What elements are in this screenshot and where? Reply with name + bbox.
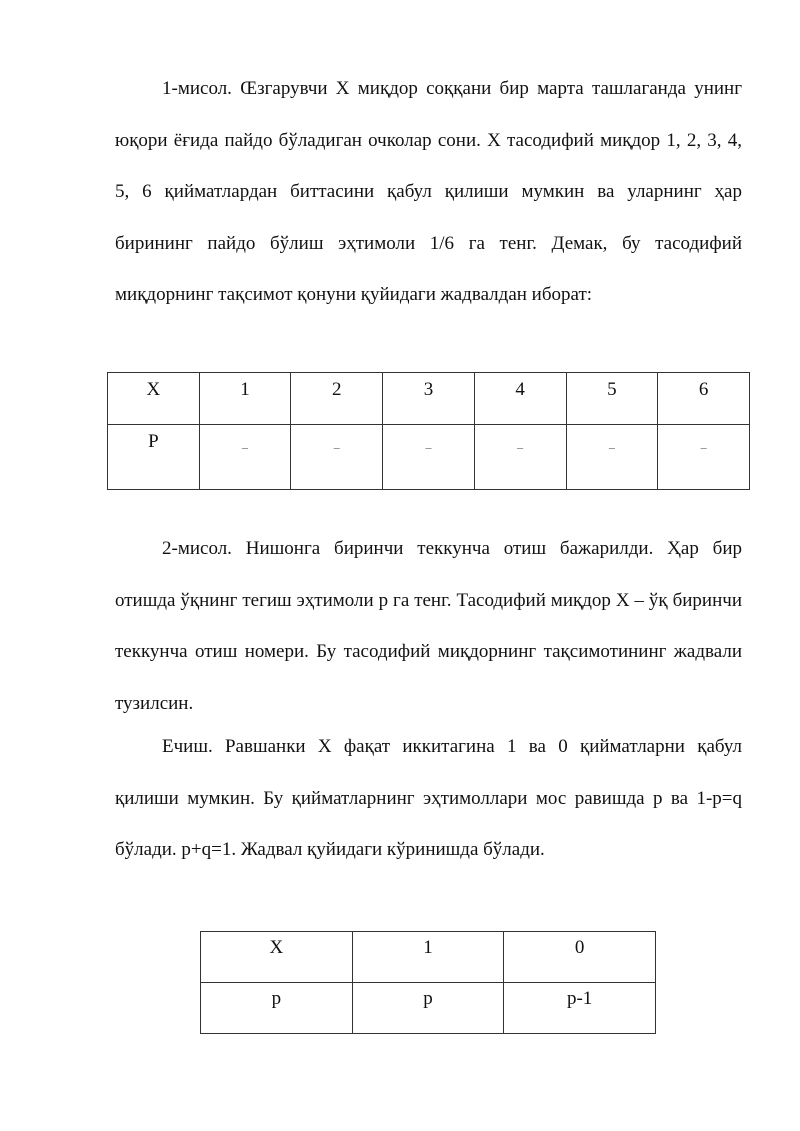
table-cell: 5	[566, 373, 658, 425]
example-1-paragraph: 1-мисол. Œзгарувчи X миқдор соққани бир марта ташлаганда унинг юқори ёғида пайдо бўладиган очколар сони. X тасодифий миқдор 1, 2, 3, 4, 5, 6 қийматлардан биттасини қабул қилиши мумкин ва уларнинг ҳар бирининг пайдо бўлиш эҳтимоли 1/6 га тенг. Демак, бу тасодифий миқдорнинг тақсимот қонуни қуйидаги жадвалдан иборат:	[115, 78, 742, 305]
table-cell: X	[108, 373, 200, 425]
table-cell: p	[201, 983, 353, 1034]
table-cell: –	[474, 425, 566, 490]
table-row	[108, 373, 750, 425]
distribution-table-2	[200, 931, 656, 1034]
table-row	[108, 425, 750, 490]
table-cell: 3	[383, 373, 475, 425]
table-cell: 0	[504, 932, 656, 983]
table-cell: –	[658, 425, 750, 490]
table-cell: X	[201, 932, 353, 983]
table-cell: –	[383, 425, 475, 490]
table-row	[201, 932, 656, 983]
table-cell: 1	[199, 373, 291, 425]
table-cell: 6	[658, 373, 750, 425]
table-cell: p-1	[504, 983, 656, 1034]
solution-paragraph: Ечиш. Равшанки X фақат иккитагина 1 ва 0 қийматларни қабул қилиши мумкин. Бу қийматларнинг эҳтимоллари мос равишда p ва 1-p=q бўлади. p+q=1. Жадвал қуйидаги кўринишда бўлади.	[115, 736, 742, 860]
table-cell: 2	[291, 373, 383, 425]
table-cell: –	[566, 425, 658, 490]
table-cell: –	[199, 425, 291, 490]
table-cell: –	[291, 425, 383, 490]
example-2-paragraph: 2-мисол. Нишонга биринчи теккунча отиш бажарилди. Ҳар бир отишда ўқнинг тегиш эҳтимоли p га тенг. Тасодифий миқдор X – ўқ биринчи теккунча отиш номери. Бу тасодифий миқдорнинг тақсимотининг жадвали тузилсин.	[115, 538, 742, 714]
table-row	[201, 983, 656, 1034]
table-cell: P	[108, 425, 200, 490]
distribution-table-1	[107, 372, 750, 490]
table-cell: 4	[474, 373, 566, 425]
table-cell: 1	[352, 932, 504, 983]
table-cell: p	[352, 983, 504, 1034]
